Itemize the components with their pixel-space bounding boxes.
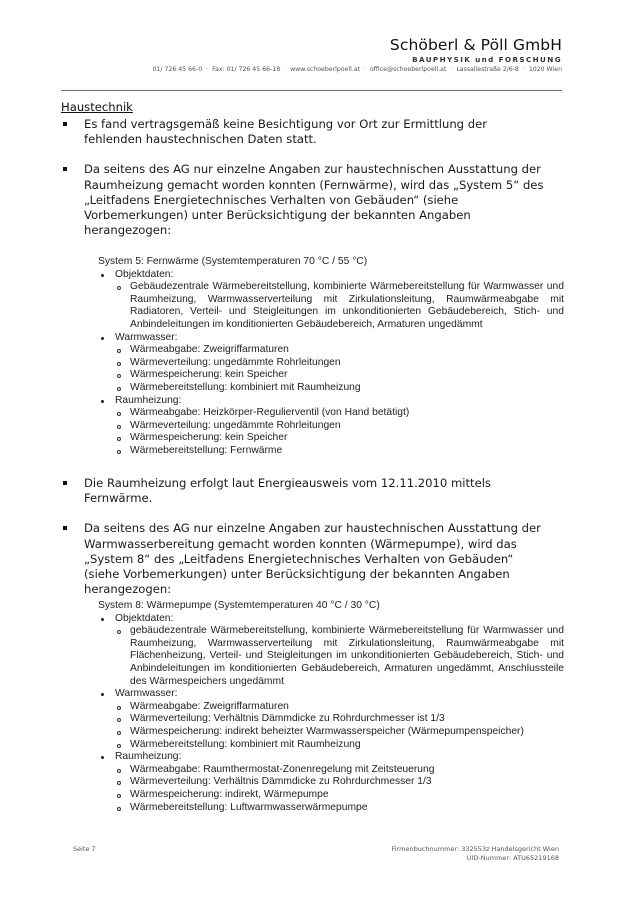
list-item [98,751,564,764]
list-item [98,407,564,420]
list-item [98,332,564,345]
item-text: Wärmeverteilung: Verhältnis Dämmdicke zu Rohrdurchmesser ist 1/3 [130,713,445,725]
separator: · [284,66,287,73]
group-label: Warmwasser: [115,331,178,343]
group-label: Raumheizung: [115,751,182,763]
system8-title: System 8: Wärmepumpe (Systemtemperaturen 40 °C / 30 °C) [98,600,380,611]
circle-bullet-icon [117,731,121,735]
system5-title: System 5: Fernwärme (Systemtemperaturen 70 °C / 55 °C) [98,256,368,267]
circle-bullet-icon [117,286,121,290]
item-text: Wärmebereitstellung: Fernwärme [130,444,283,456]
list-item [98,726,564,739]
list-item [98,802,564,815]
paragraph-1 [61,117,531,147]
list-item [98,713,564,726]
item-text: Wärmeabgabe: Zweigriffarmaturen [130,700,289,712]
circle-bullet-icon [117,794,121,798]
circle-bullet-icon [117,437,121,441]
header-divider [61,90,562,91]
item-text: Wärmeabgabe: Heizkörper-Regulierventil (von Hand betätigt) [130,407,410,419]
company-name: Schöberl & Pöll GmbH [389,36,562,54]
section-continued [61,476,561,597]
item-text: Wärmebereitstellung: kombiniert mit Raumheizung [130,738,361,750]
footer-registration [392,845,559,863]
square-bullet-icon [63,167,67,171]
circle-bullet-icon [117,630,121,634]
fax: Fax: 01/ 726 45 66-18 [212,66,281,73]
list-item [98,789,564,802]
circle-bullet-icon [117,769,121,773]
item-text: Wärmeabgabe: Zweigriffarmaturen [130,344,289,356]
bullet-icon [101,274,104,277]
list-item [98,420,564,433]
item-text: Wärmespeicherung: indirekt, Wärmepumpe [130,788,329,800]
square-bullet-icon [63,122,67,126]
list-item [98,764,564,777]
circle-bullet-icon [117,362,121,366]
list-item [98,395,564,408]
website-link[interactable]: www.schoeberlpoell.at [290,66,360,73]
item-text: gebäudezentrale Wärmebereitstellung, kombinierte Wärmebereitstellung für Warmwasser und Raumheizung, Warmwasserverteilung mit Zirkulationsleitung, Raumwärmeabgabe mit Flächenheizung, Verteil- und Steigleitungen im unkonditionierten Gebäudebereich, Stich- und Anbindeleitungen im konditionierten Gebäudebereich, Armaturen ungedämmt, Anschlussteile des Wärmespeichers ungedämmt [130,625,564,687]
letterhead [390,36,562,64]
group-label: Raumheizung: [115,394,182,406]
group-label: Objektdaten: [115,268,174,280]
bullet-icon [101,693,104,696]
paragraph-2 [61,162,551,238]
email-link[interactable]: office@schoeberlpoell.at [369,66,447,73]
paragraph-text: Da seitens des AG nur einzelne Angaben zur haustechnischen Ausstattung der Raumheizung gemacht worden konnten (Fernwärme), wird das „System 5“ des „Leitfadens Energietechnisches Verhalten von Gebäuden“ (siehe Vorbemerkungen) unter Berücksichtigung der bekannten Angaben herangezogen: [84,162,544,238]
bullet-icon [101,618,104,621]
item-text: Wärmebereitstellung: Luftwarmwasserwärmepumpe [130,801,368,813]
phone: 01/ 726 45 66-0 [152,66,203,73]
company-subtitle: BAUPHYSIK und FORSCHUNG [412,55,562,64]
list-item [98,688,564,701]
item-text: Wärmespeicherung: kein Speicher [130,369,288,381]
page-number: Seite 7 [73,845,96,853]
bullet-icon [101,756,104,759]
system8-excerpt [98,600,564,814]
circle-bullet-icon [117,349,121,353]
paragraph-text: Da seitens des AG nur einzelne Angaben zur haustechnischen Ausstattung der Warmwasserbereitung gemacht worden konnten (Wärmepumpe), wird das „System 8“ des „Leitfadens Energietechnisches Verhalten von Gebäuden“ (siehe Vorbemerkungen) unter Berücksichtigung der bekannten Angaben herangezogen: [84,521,541,597]
list-item [98,776,564,789]
list-item [98,281,564,331]
item-text: Wärmeverteilung: ungedämmte Rohrleitungen [130,419,341,431]
separator: · [363,66,366,73]
list-item [98,432,564,445]
street-address: Lassallestraße 2/6-8 [456,66,519,73]
bullet-icon [101,400,104,403]
item-text: Wärmeverteilung: ungedämmte Rohrleitungen [130,356,341,368]
circle-bullet-icon [117,744,121,748]
list-item [98,625,564,688]
contact-line [153,66,562,73]
separator: · [206,66,209,73]
circle-bullet-icon [117,781,121,785]
paragraph-text: Die Raumheizung erfolgt laut Energieausweis vom 12.11.2010 mittels Fernwärme. [84,476,491,506]
list-item [98,701,564,714]
circle-bullet-icon [117,450,121,454]
list-item [98,344,564,357]
item-text: Wärmebereitstellung: kombiniert mit Raumheizung [130,381,361,393]
square-bullet-icon [63,526,67,530]
list-item [98,357,564,370]
section-title: Haustechnik [61,100,133,114]
item-text: Wärmespeicherung: indirekt beheizter Warmwasserspeicher (Wärmepumpenspeicher) [130,725,524,737]
item-text: Gebäudezentrale Wärmebereitstellung, kombinierte Wärmebereitstellung für Warmwasser und Raumheizung, Warmwasserverteilung mit Zirkulationsleitung, Raumwärmeabgabe mit Radiatoren, Verteil- und Steigleitungen im unkonditionierten Gebäudebereich, Stich- und Anbindeleitungen im konditionierten Gebäudebereich, Armaturen ungedämmt [130,281,564,330]
vat-id: UID-Nummer: ATU65219168 [466,854,559,862]
circle-bullet-icon [117,706,121,710]
group-label: Objektdaten: [115,612,174,624]
city-address: 1020 Wien [528,66,562,73]
circle-bullet-icon [117,374,121,378]
item-text: Wärmeabgabe: Raumthermostat-Zonenregelung mit Zeitsteuerung [130,763,435,775]
paragraph-3 [61,476,551,506]
list-item [98,739,564,752]
paragraph-text: Es fand vertragsgemäß keine Besichtigung vor Ort zur Ermittlung der fehlenden haustechnischen Daten statt. [84,117,487,147]
circle-bullet-icon [117,807,121,811]
circle-bullet-icon [117,718,121,722]
circle-bullet-icon [117,387,121,391]
section-haustechnik [61,100,561,238]
item-text: Wärmeverteilung: Verhältnis Dämmdicke zu Rohrdurchmesser 1/3 [130,776,432,788]
separator: · [522,66,525,73]
square-bullet-icon [63,481,67,485]
circle-bullet-icon [117,425,121,429]
list-item [98,613,564,626]
bullet-icon [101,337,104,340]
list-item [98,445,564,458]
list-item [98,269,564,282]
separator: · [450,66,453,73]
system5-excerpt [98,256,564,458]
paragraph-4 [61,521,551,597]
company-register-number: Firmenbuchnummer: 332553z Handelsgericht Wien [391,845,559,853]
circle-bullet-icon [117,412,121,416]
list-item [98,382,564,395]
list-item [98,369,564,382]
group-label: Warmwasser: [115,688,178,700]
item-text: Wärmespeicherung: kein Speicher [130,432,288,444]
